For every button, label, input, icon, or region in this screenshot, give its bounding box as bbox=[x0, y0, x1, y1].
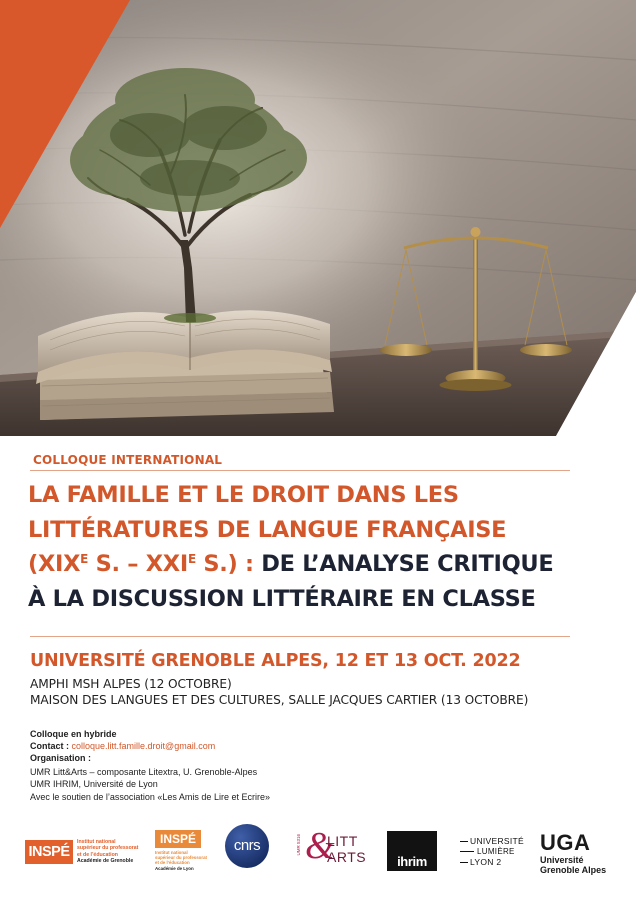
contact-email-link[interactable]: colloque.litt.famille.droit@gmail.com bbox=[71, 741, 216, 751]
page-title bbox=[28, 478, 608, 616]
title-century-c: S.) : bbox=[195, 551, 254, 577]
inspe-grenoble-text bbox=[77, 839, 147, 864]
litt-arts-logo bbox=[296, 825, 367, 870]
lyon2-line3: LYON 2 bbox=[470, 857, 502, 867]
inspe-lyon-line4: Académie de Lyon bbox=[155, 865, 194, 871]
inspe-lyon-logo bbox=[155, 830, 211, 878]
inspe-grenoble-line2: supérieur du professorat bbox=[77, 845, 139, 852]
support-note: Avec le soutien de l’association «Les Amis de Lire et Ecrire» bbox=[30, 792, 270, 802]
title-subtitle-a: DE L’ANALYSE CRITIQUE bbox=[253, 551, 554, 577]
uga-mark: UGA bbox=[540, 830, 591, 855]
inspe-grenoble-line3: et de l’éducation bbox=[77, 851, 118, 858]
ihrim-wordmark: ihrim bbox=[397, 854, 427, 869]
inspe-grenoble-logo bbox=[25, 837, 143, 867]
hero-illustration bbox=[0, 0, 636, 436]
organisation-heading bbox=[30, 753, 91, 763]
uga-logo bbox=[540, 830, 620, 875]
hero-artwork bbox=[0, 0, 636, 436]
organiser-2: UMR IHRIM, Université de Lyon bbox=[30, 779, 158, 789]
title-line-4: À LA DISCUSSION LITTÉRAIRE EN CLASSE bbox=[28, 585, 536, 612]
litt-arts-ampersand: & bbox=[305, 825, 335, 867]
title-line-1: LA FAMILLE ET LE DROIT DANS LES bbox=[28, 482, 459, 508]
title-century-a: (XIX bbox=[28, 551, 81, 577]
lyon2-line1: UNIVERSITÉ bbox=[470, 836, 525, 846]
title-century-b: S. – XXI bbox=[88, 551, 188, 577]
inspe-lyon-line1: Institut national bbox=[155, 850, 188, 855]
lyon2-logo bbox=[460, 836, 530, 870]
inspe-grenoble-line4: Académie de Grenoble bbox=[77, 857, 134, 864]
title-line-3 bbox=[28, 547, 608, 582]
organiser-1: UMR Litt&Arts – composante Litextra, U. Grenoble-Alpes bbox=[30, 767, 258, 777]
inspe-lyon-line2: supérieur du professorat bbox=[155, 855, 207, 861]
inspe-lyon-text bbox=[155, 850, 213, 871]
inspe-grenoble-line1: Institut national bbox=[77, 839, 116, 845]
uga-line2: Grenoble Alpes bbox=[540, 865, 607, 875]
title-sup-1: E bbox=[80, 552, 89, 566]
inspe-lyon-line3: et de l’éducation bbox=[155, 860, 190, 866]
format-note bbox=[30, 729, 117, 739]
litt-arts-word2: ARTS bbox=[327, 849, 367, 865]
event-type: COLLOQUE INTERNATIONAL bbox=[33, 453, 223, 467]
title-sup-2: E bbox=[187, 552, 196, 566]
inspe-grenoble-mark: INSPÉ bbox=[25, 840, 73, 864]
organisation-label: Organisation : bbox=[30, 753, 92, 763]
cnrs-logo bbox=[224, 823, 270, 869]
lyon2-dash-2 bbox=[460, 851, 474, 852]
divider-top bbox=[30, 470, 570, 471]
inspe-lyon-mark: INSPÉ bbox=[155, 830, 201, 848]
venue-day-2: MAISON DES LANGUES ET DES CULTURES, SALLE JACQUES CARTIER (13 OCTOBRE) bbox=[30, 693, 529, 707]
venue-day-1: AMPHI MSH ALPES (12 OCTOBRE) bbox=[30, 677, 232, 691]
contact-label: Contact : bbox=[30, 741, 69, 751]
divider-bottom bbox=[30, 636, 570, 637]
litt-arts-word1: LITT bbox=[327, 833, 358, 849]
format-label: Colloque en hybride bbox=[30, 729, 117, 739]
lyon2-dash-1 bbox=[460, 841, 468, 842]
litt-arts-umr: UMR 5316 bbox=[296, 834, 301, 856]
lyon2-dash-3 bbox=[460, 862, 468, 863]
contact-line bbox=[30, 741, 215, 751]
event-date-place: UNIVERSITÉ GRENOBLE ALPES, 12 ET 13 OCT. 2022 bbox=[30, 651, 521, 671]
lyon2-line2: LUMIÈRE bbox=[477, 847, 515, 856]
cnrs-wordmark: cnrs bbox=[233, 837, 261, 854]
ihrim-logo bbox=[387, 831, 437, 871]
uga-line1: Université bbox=[540, 855, 584, 865]
title-line-2: LITTÉRATURES DE LANGUE FRANÇAISE bbox=[28, 516, 507, 543]
